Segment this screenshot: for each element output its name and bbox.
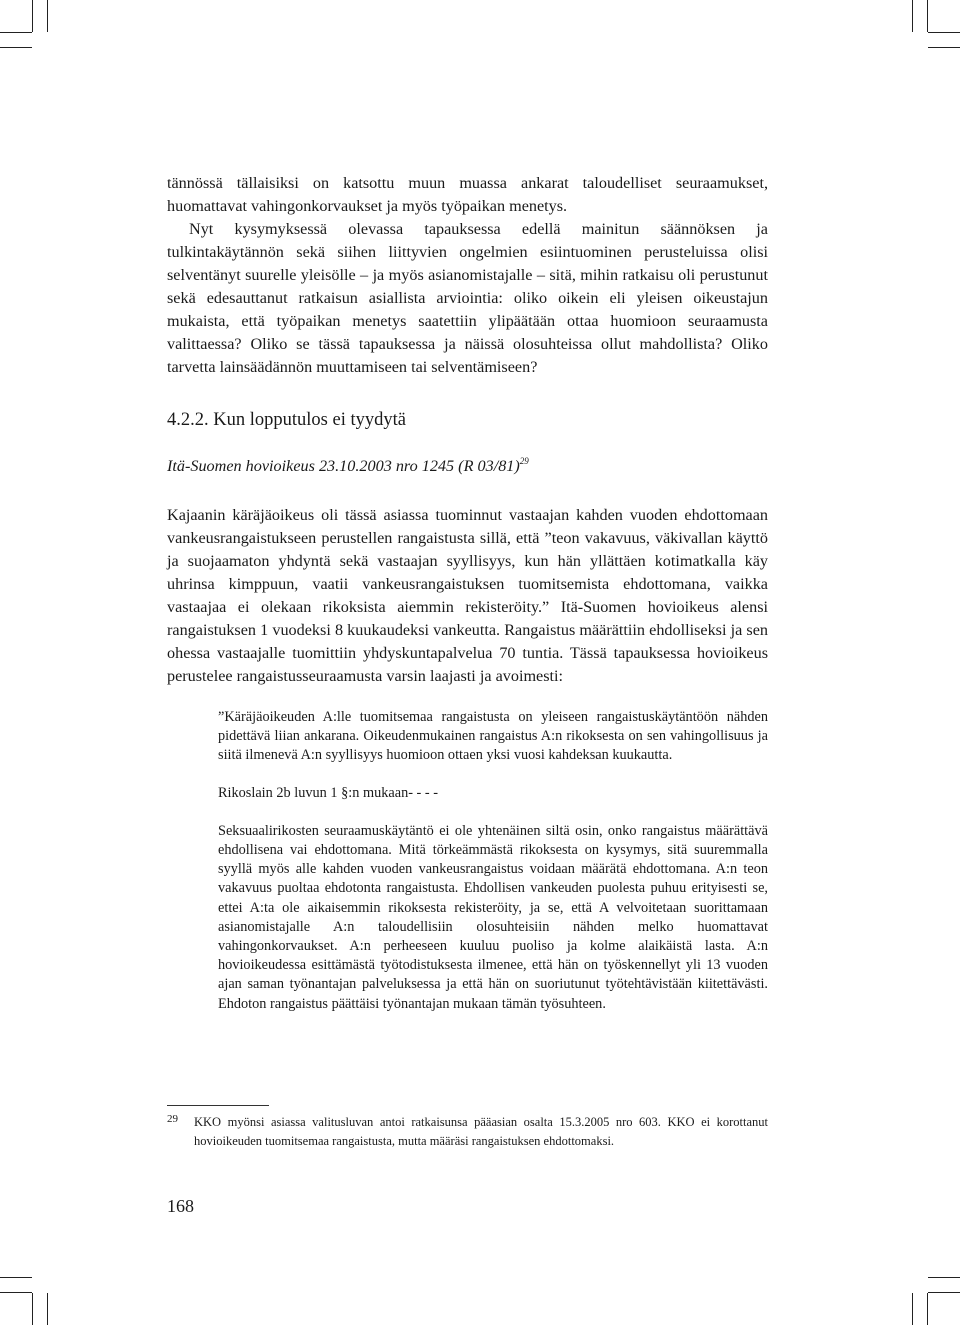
footnote-number: 29 (167, 1113, 178, 1125)
quote-paragraph-2: Rikoslain 2b luvun 1 §:n mukaan- - - - (218, 784, 438, 801)
crop-mark-top-left-h (0, 32, 32, 33)
crop-mark-bottom-right-h2 (928, 1277, 960, 1278)
crop-mark-bottom-right-h (928, 1292, 960, 1293)
crop-mark-bottom-left-v2 (47, 1293, 48, 1325)
section-heading: 4.2.2. Kun lopputulos ei tyydytä (167, 410, 406, 430)
crop-mark-bottom-right-v2 (927, 1293, 928, 1325)
footnote-divider (167, 1105, 269, 1106)
body-text-top (167, 172, 768, 379)
crop-mark-top-right-h2 (928, 47, 960, 48)
page-number: 168 (167, 1196, 194, 1216)
paragraph-2: Nyt kysymyksessä olevassa tapauksessa edellä mainitun säännöksen ja tulkintakäytännön sekä siihen liittyvien ongelmien esiintuominen perusteluissa olisi selventänyt suurelle yleisölle – ja myös asianomistajalle – sitä, mihin ratkaisu oli perustunut sekä edesauttanut ratkaisun asiallista arviointia: oliko oikein eli yleisen oikeustajun mukaista, että työpaikan menetys saatettiin ylipäätään ottaa huomioon seuraamusta valittaessa? Oliko se tässä tapauksessa ja näissä olosuhteissa ollut mahdollista? Oliko tarvetta lainsäädännön muuttamiseen tai selventämiseen? (167, 220, 768, 376)
crop-mark-bottom-left-v (32, 1293, 33, 1325)
paragraph-1: tännössä tällaisiksi on katsottu muun muassa ankarat taloudelliset seuraamukset, huomattavat vahingonkorvaukset ja myös työpaikan menetys. (167, 174, 768, 215)
crop-mark-bottom-left-h (0, 1292, 32, 1293)
crop-mark-top-right-h (928, 32, 960, 33)
footnote-mark: 29 (519, 456, 529, 466)
crop-mark-top-right-v (912, 0, 913, 32)
crop-mark-bottom-left-h2 (0, 1277, 32, 1278)
crop-mark-bottom-right-v (912, 1293, 913, 1325)
case-paragraph: Kajaanin käräjäoikeus oli tässä asiassa tuominnut vastaajan kahden vuoden ehdottomaan vankeusrangaistukseen perustellen rangaistusta sillä, että ”teon vakavuus, väkivallan käyttö ja suojaamaton yhdyntä sekä vastaajan syyllisyys, kun hän yllättäen kotimatkalla käy uhrinsa kimppuun, vaatii vankeusrangaistuksen tuomitsemista ehdottomana, vaikka vastaajaa ei olekaan rikoksista aiemmin rekisteröity.” Itä-Suomen hovioikeus alensi rangaistuksen 1 vuodeksi 8 kuukaudeksi vankeutta. Rangaistus määrättiin ehdolliseksi ja sen ohessa vastaajalle tuomittiin yhdyskuntapalvelua 70 tuntia. Tässä tapauksessa hovioikeus perustelee rangaistusseuraamusta varsin laajasti ja avoimesti: (167, 506, 768, 685)
block-quote (218, 708, 768, 1014)
footnote-text: KKO myönsi asiassa valitusluvan antoi ratkaisunsa pääasian osalta 15.3.2005 nro 603. KKO ei korottanut hovioikeuden tuomitsemaa rangaistusta, mutta määräsi rangaistuksen ehdottomaksi. (194, 1115, 768, 1148)
case-reference (167, 456, 529, 476)
crop-mark-top-left-h2 (0, 47, 32, 48)
case-body (167, 504, 768, 688)
quote-paragraph-3: Seksuaalirikosten seuraamuskäytäntö ei ole yhtenäinen siltä osin, onko rangaistus määrättävä ehdollisena vai ehdottomana. Mitä törkeämmästä rikoksesta on kysymys, sitä suuremmalla syyllä myös alle kahden vuoden vankeusrangaistus voidaan määrätä ehdottomana. A:n teon vakavuus puoltaa ehdotonta rangaistusta. Ehdollisen vankeuden puolesta puhuu erityisesti se, ettei A:ta ole aikaisemmin rikoksesta rekisteröity, ja se, että A velvoitetaan suorittamaan asianomistajalle A:n taloudellisiin olosuhteisiin nähden melko huomattavat vahingonkorvaukset. A:n perheeseen kuuluu puoliso ja kolme alaikäistä lasta. A:n hovioikeudessa esittämästä työtodistuksesta ilmenee, että hän on työskennellyt yli 13 vuoden ajan saman työnantajan palveluksessa ja että hän on suoriutunut työtehtävistään kiitettävästi. Ehdoton rangaistus päättäisi työnantajan mukaan tämän työsuhteen. (218, 822, 768, 1012)
crop-mark-top-left-v (32, 0, 33, 32)
quote-paragraph-1: ”Käräjäoikeuden A:lle tuomitsemaa rangaistusta on yleiseen rangaistuskäytäntöön nähden pidettävä liian ankarana. Oikeudenmukainen rangaistus A:n rikoksesta on sen vahingollisuus ja siitä ilmenevä A:n syyllisyys huomioon ottaen yksi vuosi kahdeksan kuukautta. (218, 709, 768, 764)
case-reference-text: Itä-Suomen hovioikeus 23.10.2003 nro 1245 (R 03/81) (167, 457, 520, 475)
crop-mark-top-left-v2 (47, 0, 48, 32)
crop-mark-top-right-v2 (927, 0, 928, 32)
